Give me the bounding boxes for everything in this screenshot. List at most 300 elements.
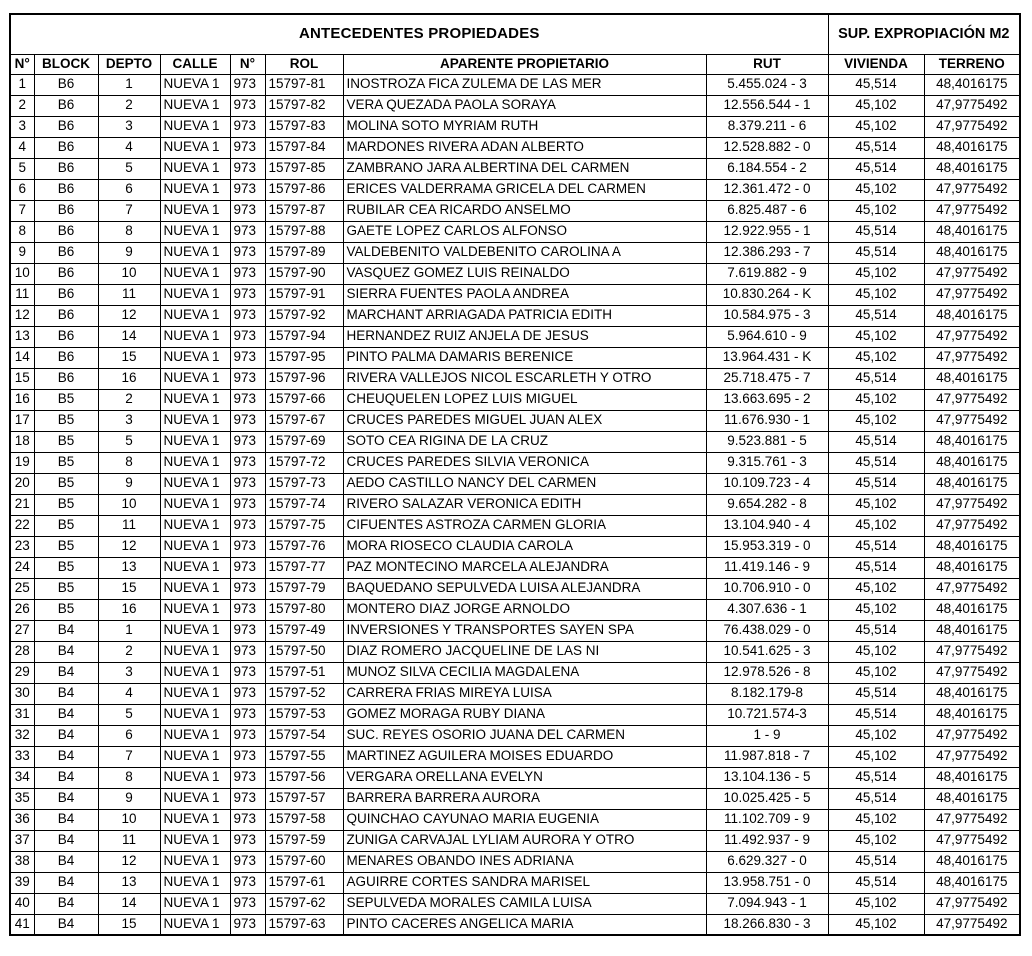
cell-depto: 6 [98, 179, 160, 200]
cell-numero: 973 [230, 725, 265, 746]
cell-vivienda: 45,102 [828, 599, 924, 620]
cell-rut: 13.104.136 - 5 [706, 767, 828, 788]
table-row [10, 431, 1020, 452]
cell-block: B4 [34, 914, 98, 935]
cell-rut: 13.663.695 - 2 [706, 389, 828, 410]
cell-calle: NUEVA 1 [160, 536, 230, 557]
cell-vivienda: 45,102 [828, 893, 924, 914]
cell-calle: NUEVA 1 [160, 725, 230, 746]
cell-depto: 13 [98, 557, 160, 578]
cell-propietario: PAZ MONTECINO MARCELA ALEJANDRA [343, 557, 706, 578]
cell-depto: 1 [98, 620, 160, 641]
cell-propietario: RIVERO SALAZAR VERONICA EDITH [343, 494, 706, 515]
cell-propietario: GAETE LOPEZ CARLOS ALFONSO [343, 221, 706, 242]
cell-propietario: MORA RIOSECO CLAUDIA CAROLA [343, 536, 706, 557]
cell-block: B6 [34, 158, 98, 179]
col-header-propietario: APARENTE PROPIETARIO [343, 54, 706, 74]
table-row [10, 830, 1020, 851]
cell-block: B5 [34, 389, 98, 410]
cell-n: 29 [10, 662, 34, 683]
cell-vivienda: 45,102 [828, 914, 924, 935]
cell-propietario: INVERSIONES Y TRANSPORTES SAYEN SPA [343, 620, 706, 641]
cell-vivienda: 45,514 [828, 473, 924, 494]
cell-numero: 973 [230, 158, 265, 179]
cell-depto: 10 [98, 494, 160, 515]
cell-vivienda: 45,514 [828, 767, 924, 788]
cell-n: 39 [10, 872, 34, 893]
cell-depto: 10 [98, 263, 160, 284]
cell-calle: NUEVA 1 [160, 95, 230, 116]
cell-n: 25 [10, 578, 34, 599]
cell-terreno: 48,4016175 [924, 452, 1020, 473]
cell-calle: NUEVA 1 [160, 662, 230, 683]
table-row [10, 536, 1020, 557]
cell-depto: 9 [98, 242, 160, 263]
cell-block: B6 [34, 326, 98, 347]
cell-numero: 973 [230, 326, 265, 347]
cell-calle: NUEVA 1 [160, 305, 230, 326]
cell-depto: 3 [98, 410, 160, 431]
cell-rut: 8.379.211 - 6 [706, 116, 828, 137]
cell-terreno: 47,9775492 [924, 389, 1020, 410]
cell-calle: NUEVA 1 [160, 326, 230, 347]
cell-block: B4 [34, 746, 98, 767]
cell-vivienda: 45,514 [828, 557, 924, 578]
cell-propietario: MENARES OBANDO INES ADRIANA [343, 851, 706, 872]
cell-terreno: 47,9775492 [924, 200, 1020, 221]
cell-depto: 12 [98, 305, 160, 326]
table-row [10, 599, 1020, 620]
cell-depto: 14 [98, 893, 160, 914]
cell-rut: 9.315.761 - 3 [706, 452, 828, 473]
cell-rol: 15797-88 [265, 221, 343, 242]
table-row [10, 95, 1020, 116]
cell-block: B4 [34, 830, 98, 851]
table-row [10, 284, 1020, 305]
cell-rol: 15797-94 [265, 326, 343, 347]
table-row [10, 788, 1020, 809]
cell-n: 34 [10, 767, 34, 788]
col-header-depto: DEPTO [98, 54, 160, 74]
cell-terreno: 48,4016175 [924, 683, 1020, 704]
cell-rol: 15797-63 [265, 914, 343, 935]
cell-rut: 18.266.830 - 3 [706, 914, 828, 935]
cell-n: 12 [10, 305, 34, 326]
cell-propietario: CARRERA FRIAS MIREYA LUISA [343, 683, 706, 704]
cell-terreno: 48,4016175 [924, 305, 1020, 326]
cell-numero: 973 [230, 788, 265, 809]
cell-depto: 6 [98, 725, 160, 746]
cell-block: B6 [34, 242, 98, 263]
cell-n: 15 [10, 368, 34, 389]
cell-block: B6 [34, 116, 98, 137]
cell-block: B4 [34, 683, 98, 704]
cell-block: B4 [34, 620, 98, 641]
cell-calle: NUEVA 1 [160, 641, 230, 662]
cell-depto: 4 [98, 683, 160, 704]
cell-rut: 25.718.475 - 7 [706, 368, 828, 389]
table-row [10, 494, 1020, 515]
table-row [10, 137, 1020, 158]
cell-rut: 10.109.723 - 4 [706, 473, 828, 494]
sup-expropiacion-title: SUP. EXPROPIACIÓN M2 [828, 14, 1020, 54]
cell-vivienda: 45,514 [828, 305, 924, 326]
cell-block: B5 [34, 473, 98, 494]
cell-propietario: MOLINA SOTO MYRIAM RUTH [343, 116, 706, 137]
cell-terreno: 47,9775492 [924, 662, 1020, 683]
table-row [10, 452, 1020, 473]
cell-vivienda: 45,514 [828, 137, 924, 158]
cell-numero: 973 [230, 914, 265, 935]
cell-depto: 3 [98, 662, 160, 683]
cell-rol: 15797-55 [265, 746, 343, 767]
col-header-calle: CALLE [160, 54, 230, 74]
cell-propietario: BAQUEDANO SEPULVEDA LUISA ALEJANDRA [343, 578, 706, 599]
cell-numero: 973 [230, 557, 265, 578]
cell-calle: NUEVA 1 [160, 410, 230, 431]
cell-n: 2 [10, 95, 34, 116]
cell-rut: 12.978.526 - 8 [706, 662, 828, 683]
cell-depto: 2 [98, 641, 160, 662]
table-row [10, 74, 1020, 95]
cell-vivienda: 45,102 [828, 200, 924, 221]
cell-rut: 11.102.709 - 9 [706, 809, 828, 830]
table-header [10, 14, 1020, 74]
cell-rut: 7.619.882 - 9 [706, 263, 828, 284]
cell-calle: NUEVA 1 [160, 158, 230, 179]
cell-rut: 12.386.293 - 7 [706, 242, 828, 263]
cell-depto: 2 [98, 95, 160, 116]
cell-rol: 15797-67 [265, 410, 343, 431]
cell-rol: 15797-49 [265, 620, 343, 641]
cell-rol: 15797-72 [265, 452, 343, 473]
cell-vivienda: 45,514 [828, 431, 924, 452]
cell-calle: NUEVA 1 [160, 389, 230, 410]
cell-calle: NUEVA 1 [160, 452, 230, 473]
cell-numero: 973 [230, 74, 265, 95]
cell-block: B5 [34, 494, 98, 515]
cell-propietario: CRUCES PAREDES SILVIA VERONICA [343, 452, 706, 473]
cell-rut: 10.541.625 - 3 [706, 641, 828, 662]
cell-terreno: 47,9775492 [924, 410, 1020, 431]
cell-terreno: 47,9775492 [924, 326, 1020, 347]
column-header-row [10, 54, 1020, 74]
cell-rut: 7.094.943 - 1 [706, 893, 828, 914]
cell-numero: 973 [230, 809, 265, 830]
table-row [10, 200, 1020, 221]
cell-calle: NUEVA 1 [160, 788, 230, 809]
cell-calle: NUEVA 1 [160, 851, 230, 872]
cell-numero: 973 [230, 893, 265, 914]
table-row [10, 389, 1020, 410]
col-header-rut: RUT [706, 54, 828, 74]
cell-calle: NUEVA 1 [160, 473, 230, 494]
cell-depto: 15 [98, 914, 160, 935]
cell-block: B6 [34, 179, 98, 200]
cell-block: B4 [34, 641, 98, 662]
cell-vivienda: 45,514 [828, 788, 924, 809]
cell-rol: 15797-76 [265, 536, 343, 557]
table-row [10, 872, 1020, 893]
cell-rol: 15797-90 [265, 263, 343, 284]
cell-block: B5 [34, 452, 98, 473]
cell-propietario: MARDONES RIVERA ADAN ALBERTO [343, 137, 706, 158]
table-row [10, 410, 1020, 431]
cell-numero: 973 [230, 263, 265, 284]
cell-rol: 15797-69 [265, 431, 343, 452]
cell-n: 13 [10, 326, 34, 347]
cell-vivienda: 45,514 [828, 74, 924, 95]
cell-rol: 15797-62 [265, 893, 343, 914]
cell-rol: 15797-92 [265, 305, 343, 326]
table-row [10, 725, 1020, 746]
cell-terreno: 48,4016175 [924, 536, 1020, 557]
cell-vivienda: 45,102 [828, 662, 924, 683]
cell-vivienda: 45,102 [828, 746, 924, 767]
cell-vivienda: 45,514 [828, 158, 924, 179]
col-header-vivienda: VIVIENDA [828, 54, 924, 74]
cell-rol: 15797-52 [265, 683, 343, 704]
cell-terreno: 47,9775492 [924, 578, 1020, 599]
table-row [10, 767, 1020, 788]
cell-block: B6 [34, 200, 98, 221]
cell-propietario: MARTINEZ AGUILERA MOISES EDUARDO [343, 746, 706, 767]
cell-n: 24 [10, 557, 34, 578]
cell-n: 6 [10, 179, 34, 200]
cell-numero: 973 [230, 851, 265, 872]
cell-rut: 12.556.544 - 1 [706, 95, 828, 116]
cell-depto: 5 [98, 704, 160, 725]
cell-terreno: 47,9775492 [924, 515, 1020, 536]
cell-vivienda: 45,102 [828, 284, 924, 305]
cell-rut: 11.419.146 - 9 [706, 557, 828, 578]
table-row [10, 515, 1020, 536]
cell-calle: NUEVA 1 [160, 914, 230, 935]
cell-terreno: 48,4016175 [924, 599, 1020, 620]
cell-calle: NUEVA 1 [160, 704, 230, 725]
table-row [10, 914, 1020, 935]
cell-rol: 15797-75 [265, 515, 343, 536]
cell-terreno: 48,4016175 [924, 872, 1020, 893]
cell-n: 7 [10, 200, 34, 221]
cell-rut: 76.438.029 - 0 [706, 620, 828, 641]
table-row [10, 851, 1020, 872]
cell-propietario: QUINCHAO CAYUNAO MARIA EUGENIA [343, 809, 706, 830]
cell-propietario: SEPULVEDA MORALES CAMILA LUISA [343, 893, 706, 914]
cell-rol: 15797-91 [265, 284, 343, 305]
cell-rol: 15797-57 [265, 788, 343, 809]
cell-calle: NUEVA 1 [160, 893, 230, 914]
cell-vivienda: 45,102 [828, 641, 924, 662]
cell-rut: 12.361.472 - 0 [706, 179, 828, 200]
cell-numero: 973 [230, 641, 265, 662]
cell-block: B6 [34, 347, 98, 368]
cell-propietario: INOSTROZA FICA ZULEMA DE LAS MER [343, 74, 706, 95]
antecedentes-propiedades-table [9, 13, 1021, 936]
cell-numero: 973 [230, 872, 265, 893]
cell-numero: 973 [230, 704, 265, 725]
cell-rol: 15797-84 [265, 137, 343, 158]
cell-rol: 15797-86 [265, 179, 343, 200]
table-title: ANTECEDENTES PROPIEDADES [10, 14, 828, 54]
cell-n: 19 [10, 452, 34, 473]
cell-rut: 15.953.319 - 0 [706, 536, 828, 557]
cell-n: 4 [10, 137, 34, 158]
cell-block: B5 [34, 599, 98, 620]
cell-depto: 12 [98, 851, 160, 872]
cell-propietario: CRUCES PAREDES MIGUEL JUAN ALEX [343, 410, 706, 431]
cell-block: B4 [34, 662, 98, 683]
cell-vivienda: 45,102 [828, 809, 924, 830]
cell-vivienda: 45,102 [828, 263, 924, 284]
cell-block: B6 [34, 263, 98, 284]
cell-rol: 15797-95 [265, 347, 343, 368]
cell-numero: 973 [230, 284, 265, 305]
cell-block: B4 [34, 851, 98, 872]
cell-n: 26 [10, 599, 34, 620]
cell-block: B4 [34, 788, 98, 809]
cell-n: 9 [10, 242, 34, 263]
cell-propietario: DIAZ ROMERO JACQUELINE DE LAS NI [343, 641, 706, 662]
cell-n: 5 [10, 158, 34, 179]
cell-n: 20 [10, 473, 34, 494]
cell-depto: 1 [98, 74, 160, 95]
cell-rol: 15797-79 [265, 578, 343, 599]
cell-terreno: 48,4016175 [924, 158, 1020, 179]
cell-calle: NUEVA 1 [160, 683, 230, 704]
cell-n: 36 [10, 809, 34, 830]
cell-depto: 15 [98, 578, 160, 599]
table-row [10, 158, 1020, 179]
cell-propietario: VERA QUEZADA PAOLA SORAYA [343, 95, 706, 116]
cell-propietario: CIFUENTES ASTROZA CARMEN GLORIA [343, 515, 706, 536]
table-row [10, 326, 1020, 347]
table-row [10, 473, 1020, 494]
cell-propietario: ERICES VALDERRAMA GRICELA DEL CARMEN [343, 179, 706, 200]
cell-numero: 973 [230, 830, 265, 851]
cell-depto: 11 [98, 284, 160, 305]
cell-terreno: 47,9775492 [924, 725, 1020, 746]
cell-vivienda: 45,514 [828, 620, 924, 641]
table-row [10, 179, 1020, 200]
cell-block: B5 [34, 515, 98, 536]
cell-block: B6 [34, 284, 98, 305]
cell-n: 21 [10, 494, 34, 515]
cell-depto: 14 [98, 326, 160, 347]
cell-depto: 11 [98, 830, 160, 851]
cell-depto: 9 [98, 788, 160, 809]
cell-rut: 1 - 9 [706, 725, 828, 746]
cell-terreno: 48,4016175 [924, 557, 1020, 578]
cell-rut: 6.825.487 - 6 [706, 200, 828, 221]
cell-numero: 973 [230, 137, 265, 158]
cell-depto: 9 [98, 473, 160, 494]
cell-block: B6 [34, 137, 98, 158]
cell-rut: 13.958.751 - 0 [706, 872, 828, 893]
cell-numero: 973 [230, 116, 265, 137]
cell-terreno: 47,9775492 [924, 347, 1020, 368]
cell-terreno: 48,4016175 [924, 221, 1020, 242]
cell-calle: NUEVA 1 [160, 221, 230, 242]
cell-vivienda: 45,102 [828, 116, 924, 137]
cell-numero: 973 [230, 599, 265, 620]
cell-n: 18 [10, 431, 34, 452]
cell-n: 40 [10, 893, 34, 914]
cell-n: 17 [10, 410, 34, 431]
table-row [10, 116, 1020, 137]
cell-calle: NUEVA 1 [160, 116, 230, 137]
cell-vivienda: 45,102 [828, 389, 924, 410]
cell-n: 37 [10, 830, 34, 851]
cell-propietario: SIERRA FUENTES PAOLA ANDREA [343, 284, 706, 305]
table-row [10, 557, 1020, 578]
cell-block: B4 [34, 809, 98, 830]
cell-depto: 2 [98, 389, 160, 410]
table-row [10, 893, 1020, 914]
table-row [10, 683, 1020, 704]
cell-n: 8 [10, 221, 34, 242]
table-row [10, 746, 1020, 767]
cell-rol: 15797-56 [265, 767, 343, 788]
cell-calle: NUEVA 1 [160, 179, 230, 200]
table-row [10, 347, 1020, 368]
cell-propietario: MUNOZ SILVA CECILIA MAGDALENA [343, 662, 706, 683]
cell-propietario: BARRERA BARRERA AURORA [343, 788, 706, 809]
cell-propietario: AEDO CASTILLO NANCY DEL CARMEN [343, 473, 706, 494]
cell-vivienda: 45,514 [828, 452, 924, 473]
cell-calle: NUEVA 1 [160, 368, 230, 389]
cell-calle: NUEVA 1 [160, 578, 230, 599]
cell-calle: NUEVA 1 [160, 284, 230, 305]
cell-vivienda: 45,102 [828, 179, 924, 200]
cell-calle: NUEVA 1 [160, 620, 230, 641]
cell-terreno: 47,9775492 [924, 914, 1020, 935]
cell-block: B4 [34, 767, 98, 788]
cell-calle: NUEVA 1 [160, 872, 230, 893]
cell-n: 23 [10, 536, 34, 557]
cell-depto: 4 [98, 137, 160, 158]
cell-propietario: RUBILAR CEA RICARDO ANSELMO [343, 200, 706, 221]
cell-depto: 12 [98, 536, 160, 557]
cell-calle: NUEVA 1 [160, 515, 230, 536]
cell-rol: 15797-85 [265, 158, 343, 179]
cell-rut: 8.182.179-8 [706, 683, 828, 704]
cell-terreno: 47,9775492 [924, 830, 1020, 851]
table-row [10, 620, 1020, 641]
table-row [10, 704, 1020, 725]
cell-rut: 5.455.024 - 3 [706, 74, 828, 95]
cell-propietario: PINTO CACERES ANGELICA MARIA [343, 914, 706, 935]
cell-vivienda: 45,102 [828, 515, 924, 536]
cell-depto: 5 [98, 158, 160, 179]
cell-calle: NUEVA 1 [160, 494, 230, 515]
cell-n: 22 [10, 515, 34, 536]
col-header-terreno: TERRENO [924, 54, 1020, 74]
cell-numero: 973 [230, 578, 265, 599]
cell-n: 1 [10, 74, 34, 95]
cell-rol: 15797-73 [265, 473, 343, 494]
col-header-n: N° [10, 54, 34, 74]
cell-depto: 7 [98, 746, 160, 767]
cell-rut: 4.307.636 - 1 [706, 599, 828, 620]
cell-propietario: MARCHANT ARRIAGADA PATRICIA EDITH [343, 305, 706, 326]
cell-terreno: 48,4016175 [924, 767, 1020, 788]
cell-terreno: 48,4016175 [924, 137, 1020, 158]
cell-propietario: MONTERO DIAZ JORGE ARNOLDO [343, 599, 706, 620]
cell-numero: 973 [230, 200, 265, 221]
cell-n: 33 [10, 746, 34, 767]
cell-depto: 8 [98, 221, 160, 242]
